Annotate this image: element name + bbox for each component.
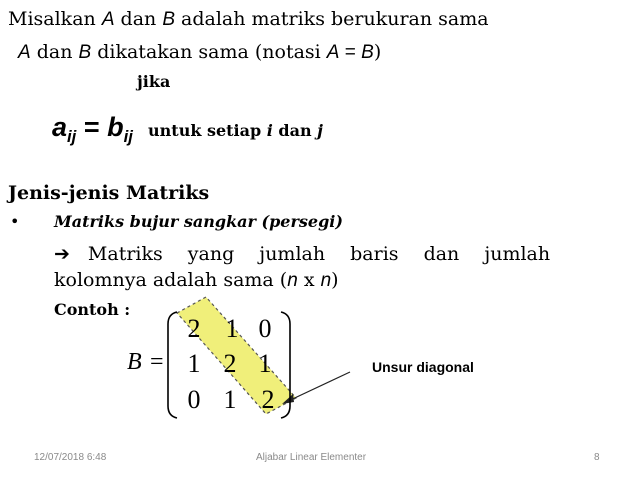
- var-a: A: [101, 9, 115, 30]
- matrix-cell: 2: [261, 385, 275, 414]
- footer-date: 12/07/2018 6:48: [34, 452, 107, 463]
- matrix-cell: 1: [225, 314, 239, 343]
- intro-text: dikatakan sama (notasi: [91, 41, 327, 63]
- var-b: B: [162, 9, 175, 30]
- intro-suffix: adalah matriks berukuran sama: [175, 8, 489, 30]
- formula-b-subscript: ij: [123, 126, 133, 146]
- bullet-text: Matriks bujur sangkar (persegi): [54, 212, 343, 231]
- intro-prefix: Misalkan: [8, 8, 102, 30]
- jika-label: jika: [137, 72, 171, 91]
- matrix-cell: 1: [187, 349, 201, 378]
- close-paren: ): [373, 41, 382, 63]
- var-a: A: [18, 42, 31, 63]
- var-a: A: [326, 42, 340, 63]
- matrix-cell: 0: [187, 385, 201, 414]
- var-n: n: [320, 270, 332, 291]
- description-text-1: Matriks yang jumlah baris dan jumlah: [87, 243, 551, 265]
- matrix-cell: 1: [223, 385, 237, 414]
- condition-j: j: [317, 121, 323, 140]
- formula-a-subscript: ij: [67, 126, 77, 146]
- var-b: B: [361, 42, 374, 63]
- matrix-cell: 2: [187, 314, 201, 343]
- condition-text: untuk setiap: [148, 121, 267, 140]
- bullet-marker: •: [10, 212, 20, 231]
- contoh-label: Contoh :: [54, 300, 131, 319]
- annotation-arrow-line: [284, 372, 350, 403]
- description-text-2: kolomnya adalah sama (: [54, 269, 288, 291]
- annotation-label: Unsur diagonal: [372, 359, 474, 375]
- formula-b-letter: b: [107, 112, 124, 142]
- matrix-name: B: [127, 349, 142, 375]
- var-n: n: [287, 270, 298, 291]
- left-bracket: [166, 310, 180, 420]
- condition-dan: dan: [272, 121, 318, 140]
- condition-i: i: [266, 121, 273, 140]
- intro-dan: dan: [30, 41, 79, 63]
- close-paren: ): [331, 269, 339, 291]
- equals-sign: =: [339, 42, 362, 63]
- var-b: B: [78, 42, 92, 63]
- footer-title: Aljabar Linear Elementer: [256, 452, 367, 463]
- matrix-cell: 2: [223, 349, 237, 378]
- formula-a-letter: a: [52, 112, 68, 142]
- section-title: Jenis-jenis Matriks: [8, 182, 210, 204]
- times-x: x: [297, 269, 321, 291]
- footer-page-number: 8: [594, 452, 600, 463]
- intro-dan: dan: [114, 8, 163, 30]
- formula-equals: =: [76, 112, 108, 142]
- matrix-cell: 1: [258, 349, 272, 378]
- arrow-icon: ➔: [54, 243, 70, 265]
- matrix-equals: =: [150, 349, 164, 375]
- matrix-cell: 0: [258, 314, 272, 343]
